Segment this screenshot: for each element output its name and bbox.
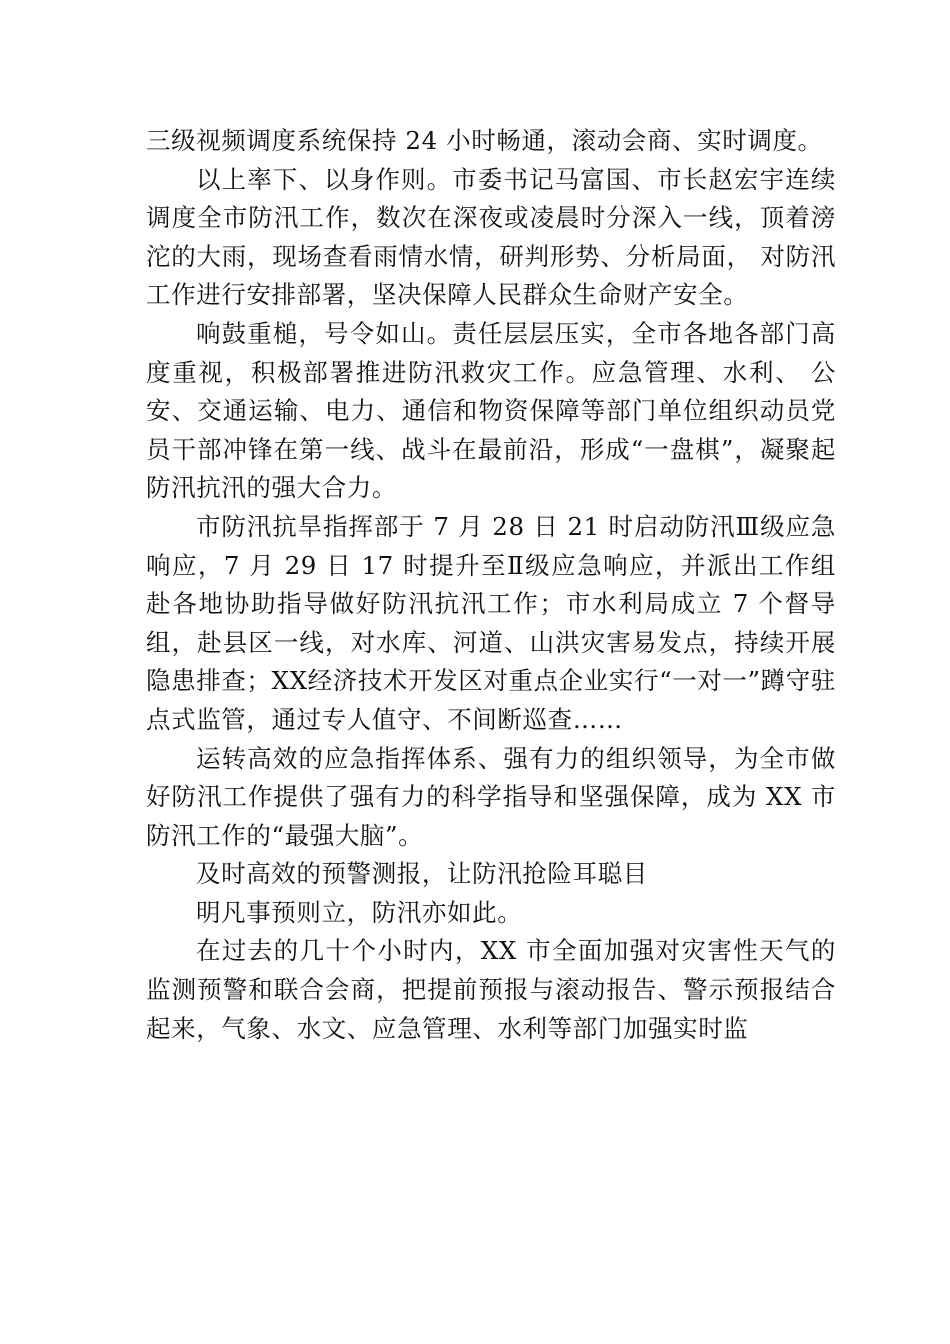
paragraph-preparedness: 明凡事预则立，防汛亦如此。 — [196, 897, 523, 927]
paragraph-emergency-response: 市防汛抗旱指挥部于 7 月 28 日 21 时启动防汛Ⅲ级应急响应，7 月 29 日 17 时提升至Ⅱ级应急响应，并派出工作组赴各地协助指导做好防汛抗汛工作；市水利局成立 7 个督导组，赴县区一线，对水库、河道、山洪灾害易发点，持续开展隐患排查；XX经济技术开发区对重点企业实行“一对一”蹲守驻点式监管，通过专人值守、不间断巡查…… — [146, 511, 836, 734]
paragraph-video-dispatch: 三级视频调度系统保持 24 小时畅通，滚动会商、实时调度。 — [146, 126, 823, 155]
paragraph-command-system: 运转高效的应急指挥体系、强有力的组织领导，为全市做好防汛工作提供了强有力的科学指导和坚强保障，成为 XX 市防汛工作的“最强大脑”。 — [146, 743, 836, 850]
paragraph-leadership: 以上率下、以身作则。市委书记马富国、市长赵宏宇连续调度全市防汛工作，数次在深夜或凌晨时分深入一线，顶着滂沱的大雨，现场查看雨情水情，研判形势、分析局面， 对防汛工作进行安排部署，坚决保障人民群众生命财产安全。 — [146, 164, 836, 310]
section-heading-early-warning: 及时高效的预警测报，让防汛抢险耳聪目 — [196, 859, 648, 889]
document-body — [146, 122, 836, 1048]
paragraph-responsibility: 响鼓重槌，号令如山。责任层层压实，全市各地各部门高度重视，积极部署推进防汛救灾工作。应急管理、水利、 公安、交通运输、电力、通信和物资保障等部门单位组织动员党员干部冲锋在第一线、战斗在最前沿，形成“一盘棋”，凝聚起防汛抗汛的强大合力。 — [146, 318, 836, 503]
paragraph-monitoring: 在过去的几十个小时内，XX 市全面加强对灾害性天气的监测预警和联合会商，把提前预报与滚动报告、警示预报结合起来，气象、水文、应急管理、水利等部门加强实时监 — [146, 936, 836, 1043]
